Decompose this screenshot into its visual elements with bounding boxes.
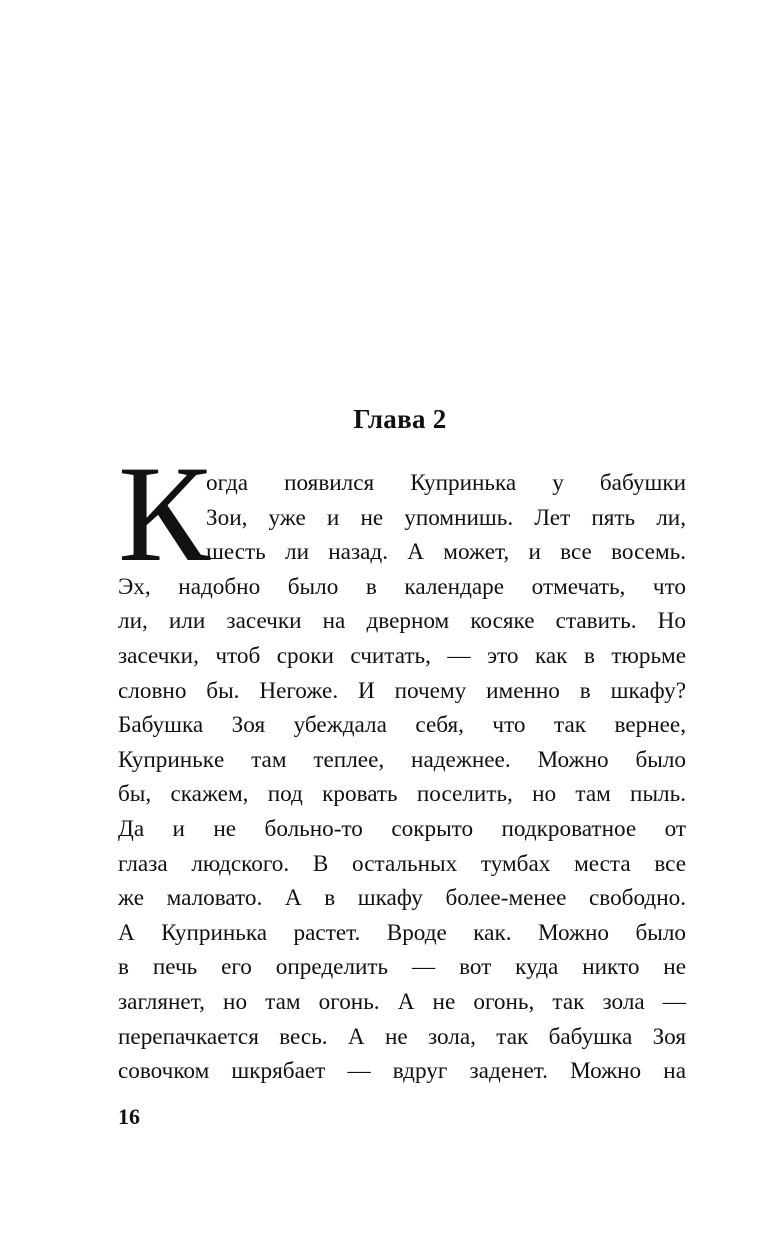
text-line: в печь его определить — вот куда никто не <box>118 954 686 981</box>
text-line: словно бы. Негоже. И почему именно в шкафу? <box>118 677 686 704</box>
text-line: Зои, уже и не упомнишь. Лет пять ли, <box>206 504 686 531</box>
text-line: огда появился Купринька у бабушки <box>206 470 686 496</box>
chapter-title: Глава 2 <box>353 404 447 434</box>
text-line: Эх, надобно было в календаре отмечать, что <box>118 573 686 600</box>
text-line: засечки, чтоб сроки считать, — это как в тюрьме <box>118 642 686 669</box>
text-line: же маловато. А в шкафу более-менее свободно. <box>118 885 686 912</box>
chapter-body <box>118 466 686 1089</box>
text-line: перепачкается весь. А не зола, так бабушка Зоя <box>118 1023 686 1050</box>
drop-cap: К <box>118 437 211 590</box>
text-line: ли, или засечки на дверном косяке ставить. Но <box>118 608 686 635</box>
text-line: бы, скажем, под кровать поселить, но там пыль. <box>118 781 686 808</box>
text-line: глаза людского. В остальных тумбах места все <box>118 850 686 877</box>
text-line: шесть ли назад. А может, и все восемь. <box>206 539 686 566</box>
text-line: заглянет, но там огонь. А не огонь, так зола — <box>118 988 686 1015</box>
text-line: Да и не больно-то сокрыто подкроватное от <box>118 815 686 842</box>
text-line: Купринькe там теплее, надежнее. Можно было <box>118 746 686 773</box>
text-line: А Купринька растет. Вроде как. Можно было <box>118 919 686 946</box>
page-number: 16 <box>118 1104 140 1129</box>
text-line: совочком шкрябает — вдруг заденет. Можно на <box>118 1058 686 1085</box>
text-line: Бабушка Зоя убеждала себя, что так вернее, <box>118 712 686 739</box>
